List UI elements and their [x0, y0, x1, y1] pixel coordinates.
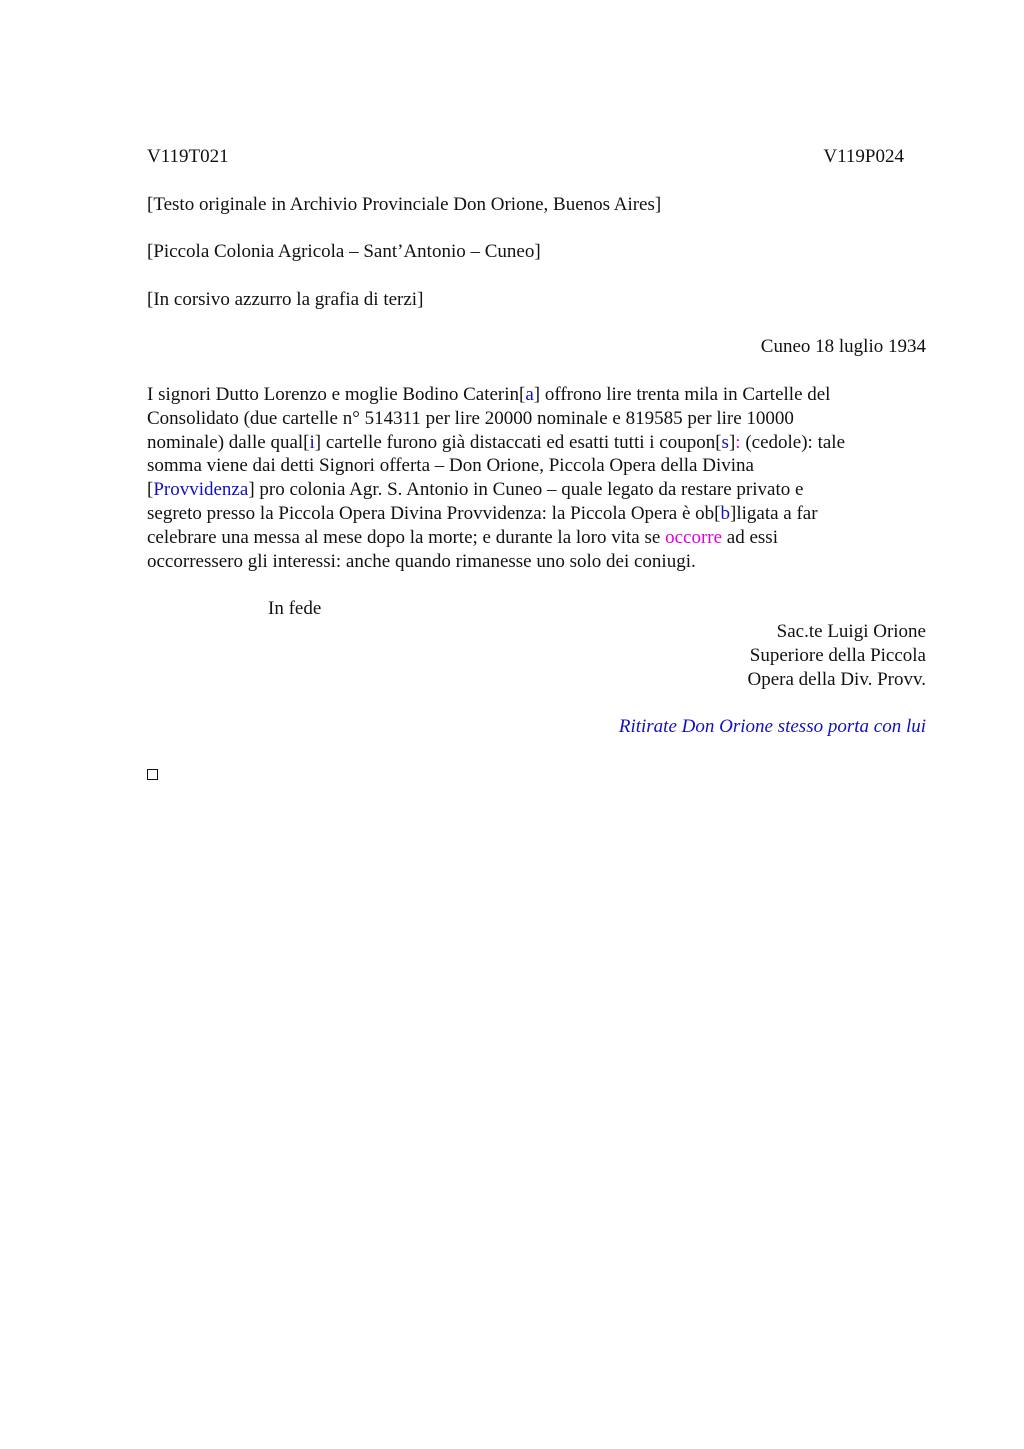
body-line-4: somma viene dai detti Signori offerta – Don Orione, Piccola Opera della Divina [147, 455, 754, 477]
archive-note: [Testo originale in Archivio Provinciale Don Orione, Buenos Aires] [147, 194, 662, 215]
body-text-segment: (cedole): tale [740, 431, 845, 453]
editorial-correction: : [735, 431, 741, 453]
body-line-2: Consolidato (due cartelle n° 514311 per lire 20000 nominale e 819585 per lire 10000 [147, 407, 794, 429]
date-line: Cuneo 18 luglio 1934 [760, 336, 926, 357]
in-fede-text: In fede [268, 598, 322, 619]
body-text-segment: I signori Dutto Lorenzo e moglie Bodino Caterin[ [147, 384, 526, 405]
body-text-segment: nominale) dalle qual[ [147, 431, 310, 453]
body-line-3 [147, 431, 927, 455]
body-text-segment: ] pro colonia Agr. S. Antonio in Cuneo – quale legato da restare privato e [248, 479, 804, 501]
editorial-insertion: b [720, 502, 730, 524]
document-code-right: V119P024 [823, 146, 904, 167]
editorial-correction: occorre [665, 526, 723, 548]
body-text-segment: ] offrono lire trenta mila in Cartelle del [533, 384, 831, 405]
editorial-insertion: s [721, 431, 729, 453]
editorial-insertion: Provvidenza [153, 479, 249, 501]
editorial-insertion: a [525, 384, 534, 405]
body-text-segment: ad essi [722, 526, 778, 548]
body-line-6 [147, 502, 927, 526]
third-party-note: Ritirate Don Orione stesso porta con lui [618, 716, 926, 737]
letter-body [147, 383, 927, 573]
body-text-segment: ]ligata a far [730, 502, 818, 524]
place-note: [Piccola Colonia Agricola – Sant’Antonio – Cuneo] [147, 241, 541, 262]
body-text-segment: [ [147, 479, 154, 501]
editorial-insertion: i [309, 431, 315, 453]
body-text-segment: ] [728, 431, 736, 453]
body-text-segment: ] cartelle furono già distaccati ed esatti tutti i coupon[ [314, 431, 722, 453]
body-line-7 [147, 526, 927, 550]
body-text-segment: segreto presso la Piccola Opera Divina Provvidenza: la Piccola Opera è ob[ [147, 502, 721, 524]
body-line-1 [147, 383, 927, 407]
document-code-left: V119T021 [147, 146, 229, 167]
legend-note: [In corsivo azzurro la grafia di terzi] [147, 289, 424, 310]
signature-line-2: Superiore della Piccola [749, 645, 926, 666]
body-text-segment: celebrare una messa al mese dopo la morte; e durante la loro vita se [147, 526, 666, 548]
body-line-5 [147, 478, 927, 502]
end-marker-box-icon [147, 769, 158, 780]
signature-line-1: Sac.te Luigi Orione [776, 621, 926, 642]
signature-line-3: Opera della Div. Provv. [747, 669, 926, 690]
body-line-8: occorressero gli interessi: anche quando rimanesse uno solo dei coniugi. [147, 550, 696, 572]
